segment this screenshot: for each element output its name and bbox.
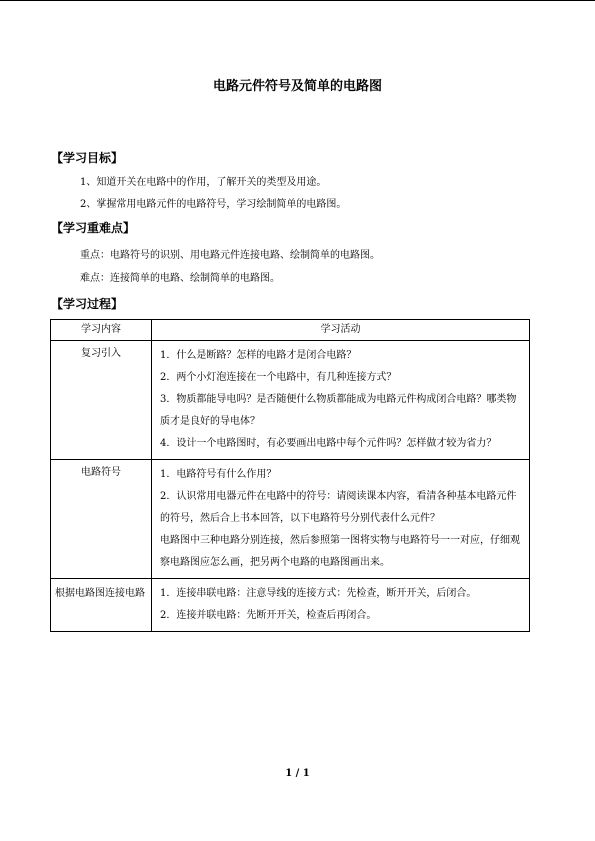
activity-text: 4．设计一个电路图时，有必要画出电路中每个元件吗？怎样做才较为省力？ [160, 438, 497, 449]
row-content-review: 复习引入 [51, 341, 152, 460]
document-title: 电路元件符号及简单的电路图 [212, 79, 382, 94]
table-row [51, 460, 530, 579]
row-content-connect: 根据电路图连接电路 [51, 579, 152, 632]
row-content-symbols: 电路符号 [51, 460, 152, 579]
key-point-focus: 重点：电路符号的识别、用电路元件连接电路、绘制简单的电路图。 [80, 250, 380, 261]
activity-text: 2．连接并联电路：先断开开关，检查后再闭合。 [160, 610, 377, 621]
page-number: 1 / 1 [285, 768, 310, 779]
activity-text: 1．什么是断路？怎样的电路才是闭合电路？ [160, 350, 357, 361]
activity-text: 电路图中三种电路分别连接，然后参照第一图将实物与电路符号一一对应，仔细观察电路图应怎么画，把另两个电路的电路图画出来。 [160, 535, 520, 568]
table-row [51, 579, 530, 632]
header-activity: 学习活动 [152, 320, 530, 341]
row-activities-connect [152, 579, 530, 632]
activity-text: 1．电路符号有什么作用？ [160, 469, 277, 480]
activity-text: 1．连接串联电路：注意导线的连接方式：先检查，断开开关，后闭合。 [160, 588, 477, 599]
activity-text: 2．两个小灯泡连接在一个电路中，有几种连接方式？ [160, 372, 397, 383]
table-row [51, 341, 530, 460]
row-activities-symbols [152, 460, 530, 579]
header-content: 学习内容 [51, 320, 152, 341]
objective-item-1: 1、知道开关在电路中的作用，了解开关的类型及用途。 [80, 177, 327, 188]
key-points-heading: 【学习重难点】 [51, 221, 136, 235]
objective-item-2: 2、掌握常用电路元件的电路符号，学习绘制简单的电路图。 [80, 199, 347, 210]
activity-text: 3．物质都能导电吗？是否随便什么物质都能成为电路元件构成闭合电路？哪类物质才是良好的导电体？ [160, 394, 517, 427]
process-table [50, 319, 530, 632]
key-point-difficulty: 难点：连接简单的电路、绘制简单的电路图。 [80, 273, 280, 284]
objectives-heading: 【学习目标】 [51, 151, 124, 165]
activity-text: 2．认识常用电器元件在电路中的符号：请阅读课本内容，看清各种基本电路元件的符号，然后合上书本回答，以下电路符号分别代表什么元件？ [160, 491, 517, 524]
table-header-row [51, 320, 530, 341]
page-top-rule [0, 0, 595, 1]
process-heading: 【学习过程】 [51, 297, 124, 311]
row-activities-review [152, 341, 530, 460]
